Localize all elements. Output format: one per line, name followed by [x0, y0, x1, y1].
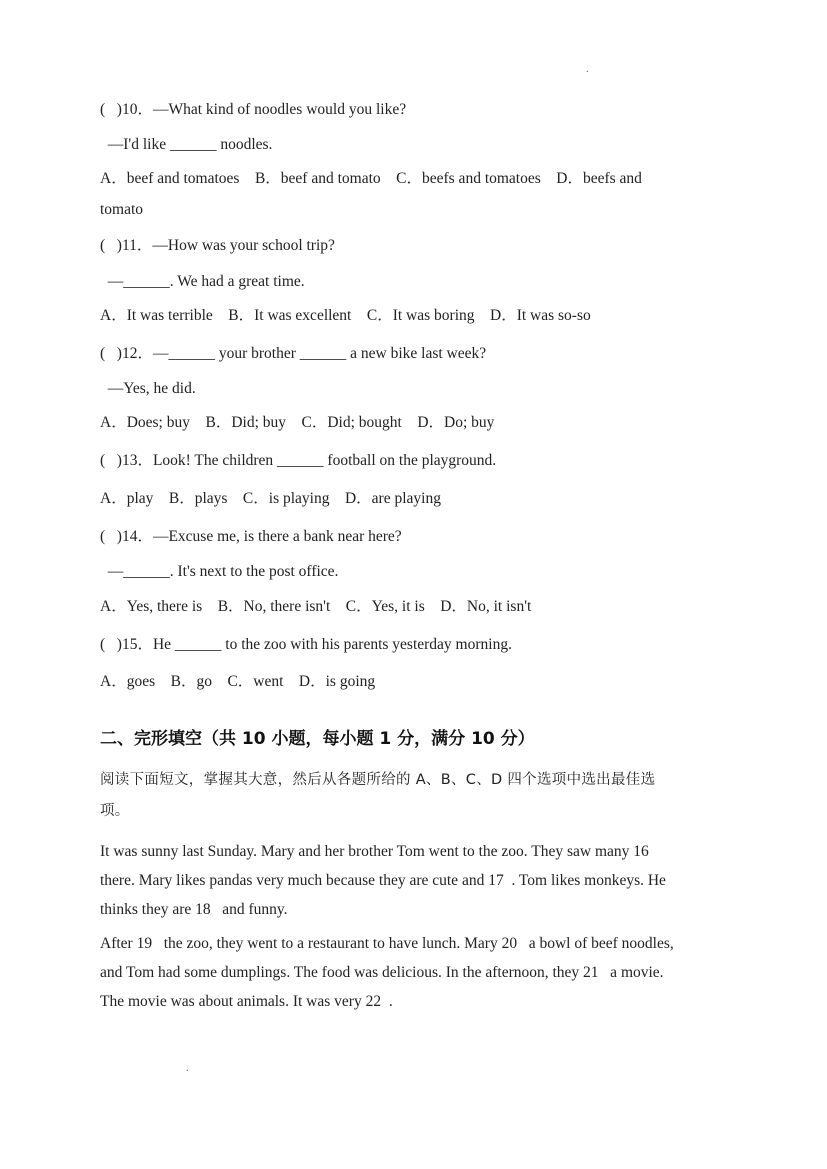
question-15-stem: ( )15．He ______ to the zoo with his parents yesterday morning.: [100, 636, 512, 653]
question-12-options: A．Does; buy B．Did; buy C．Did; bought D．Do; buy: [100, 414, 495, 431]
question-13-options: A．play B．plays C．is playing D．are playing: [100, 490, 441, 507]
question-14-stem: ( )14．—Excuse me, is there a bank near here?: [100, 528, 402, 545]
question-12-reply: —Yes, he did.: [100, 380, 196, 397]
passage-line-5: and Tom had some dumplings. The food was delicious. In the afternoon, they 21 a movie.: [100, 964, 664, 981]
passage-line-1: It was sunny last Sunday. Mary and her brother Tom went to the zoo. They saw many 16: [100, 843, 649, 860]
question-11-options: A．It was terrible B．It was excellent C．It was boring D．It was so-so: [100, 307, 591, 324]
section-2-heading: 二、完形填空（共 10 小题，每小题 1 分，满分 10 分）: [100, 729, 535, 749]
section-2-instruction-line-1: 阅读下面短文，掌握其大意，然后从各题所给的 A、B、C、D 四个选项中选出最佳选: [100, 772, 656, 788]
question-10-options-cont: tomato: [100, 201, 144, 218]
question-12-stem: ( )12．—______ your brother ______ a new bike last week?: [100, 345, 487, 362]
question-11-stem: ( )11．—How was your school trip?: [100, 237, 335, 254]
page-mark-bottom: .: [186, 1063, 189, 1074]
question-13-stem: ( )13．Look! The children ______ football on the playground.: [100, 452, 497, 469]
question-14-options: A．Yes, there is B．No, there isn't C．Yes, it is D．No, it isn't: [100, 598, 532, 615]
question-10-options: A．beef and tomatoes B．beef and tomato C．beefs and tomatoes D．beefs and: [100, 170, 642, 187]
question-14-reply: —______. It's next to the post office.: [100, 563, 339, 580]
passage-line-6: The movie was about animals. It was very 22 .: [100, 993, 393, 1010]
question-10-stem: ( )10．—What kind of noodles would you like?: [100, 101, 407, 118]
question-15-options: A．goes B．go C．went D．is going: [100, 673, 376, 690]
page-mark-top: .: [586, 64, 589, 75]
section-2-instruction-line-2: 项。: [100, 803, 130, 819]
passage-line-3: thinks they are 18 and funny.: [100, 901, 288, 918]
question-10-reply: —I'd like ______ noodles.: [100, 136, 273, 153]
passage-line-2: there. Mary likes pandas very much because they are cute and 17 . Tom likes monkeys. He: [100, 872, 666, 889]
passage-line-4: After 19 the zoo, they went to a restaurant to have lunch. Mary 20 a bowl of beef noodles,: [100, 935, 674, 952]
question-11-reply: —______. We had a great time.: [100, 273, 305, 290]
